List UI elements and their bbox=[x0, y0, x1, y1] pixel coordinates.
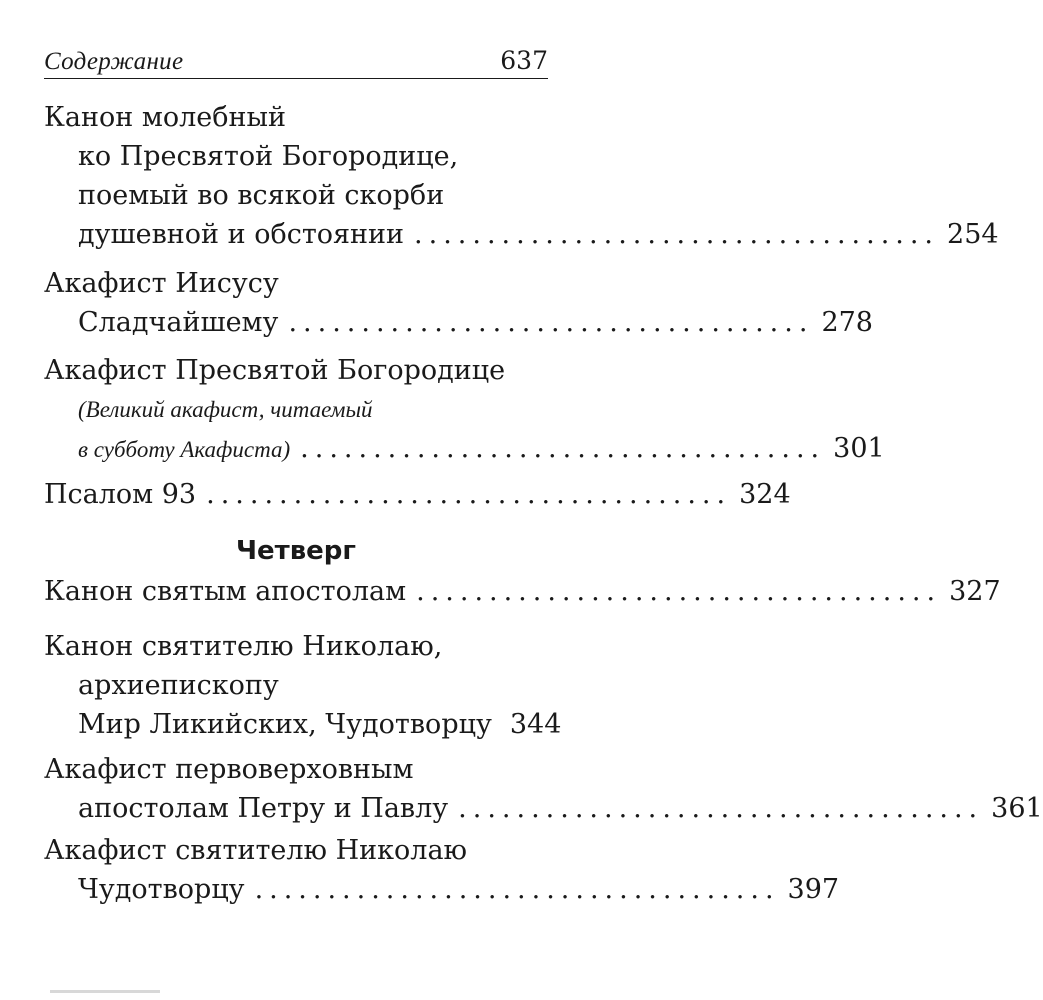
entry-page-number: 344 bbox=[509, 709, 562, 740]
toc-entry[interactable] bbox=[44, 98, 999, 254]
entry-page-number: 324 bbox=[739, 479, 791, 510]
entry-title-line: Мир Ликийских, Чудотворцу bbox=[78, 709, 492, 740]
entry-page-number: 301 bbox=[833, 433, 885, 464]
toc-entry[interactable] bbox=[44, 475, 791, 514]
entry-note-line: в субботу Акафиста) bbox=[78, 437, 291, 462]
toc-entry[interactable] bbox=[44, 572, 1001, 611]
entry-title-line: Чудотворцу bbox=[78, 874, 245, 905]
toc-entry[interactable] bbox=[44, 831, 840, 909]
entry-page-number: 361 bbox=[991, 793, 1043, 824]
entry-title-line: Канон молебный bbox=[44, 102, 286, 133]
dot-leader: .................................... bbox=[206, 479, 732, 510]
scan-edge-mark bbox=[50, 990, 160, 993]
entry-leader-line bbox=[44, 215, 999, 254]
entry-page-number: 397 bbox=[787, 874, 840, 905]
entry-note-line: (Великий акафист, читаемый bbox=[78, 397, 373, 422]
entry-title-line: Акафист Пресвятой Богородице bbox=[44, 355, 506, 386]
entry-leader-line bbox=[44, 705, 562, 744]
entry-title-line: апостолам Петру и Павлу bbox=[78, 793, 449, 824]
entry-title-line: Псалом 93 bbox=[44, 479, 197, 510]
entry-title-line: Сладчайшему bbox=[78, 307, 279, 338]
dot-leader: .................................... bbox=[458, 793, 984, 824]
entry-page-number: 278 bbox=[821, 307, 873, 338]
dot-leader: .................................... bbox=[416, 576, 942, 607]
entry-title-line: Канон святителю Николаю, bbox=[44, 631, 443, 662]
section-title: Содержание bbox=[44, 48, 184, 75]
entry-leader-line bbox=[44, 303, 873, 342]
toc-entry[interactable] bbox=[44, 264, 873, 342]
entry-leader-line bbox=[44, 572, 1001, 611]
dot-leader: .................................... bbox=[288, 307, 814, 338]
toc-entry[interactable] bbox=[44, 627, 562, 744]
entry-title-line: душевной и обстоянии bbox=[78, 219, 405, 250]
entry-title-line: Акафист Иисусу bbox=[44, 268, 279, 299]
entry-title-line: ко Пресвятой Богородице, bbox=[78, 141, 459, 172]
entry-title-line: Канон святым апостолам bbox=[44, 576, 407, 607]
toc-entry[interactable] bbox=[44, 351, 885, 468]
entry-title-line: архиепископу bbox=[78, 670, 279, 701]
entry-leader-line bbox=[44, 870, 840, 909]
entry-title-line: Акафист святителю Николаю bbox=[44, 835, 468, 866]
book-page bbox=[44, 0, 1043, 1000]
entry-title-line: Акафист первоверховным bbox=[44, 754, 414, 785]
running-header bbox=[44, 44, 548, 79]
page-number: 637 bbox=[500, 46, 548, 75]
entry-page-number: 254 bbox=[947, 219, 999, 250]
entry-leader-line bbox=[44, 429, 885, 468]
entry-page-number: 327 bbox=[949, 576, 1001, 607]
entry-leader-line bbox=[44, 475, 791, 514]
toc-entry[interactable] bbox=[44, 750, 1043, 828]
entry-leader-line bbox=[44, 789, 1043, 828]
day-heading: Четверг bbox=[236, 536, 356, 566]
dot-leader: .................................... bbox=[254, 874, 780, 905]
dot-leader: .................................... bbox=[414, 219, 940, 250]
entry-title-line: поемый во всякой скорби bbox=[78, 180, 445, 211]
dot-leader: .................................... bbox=[300, 433, 826, 464]
